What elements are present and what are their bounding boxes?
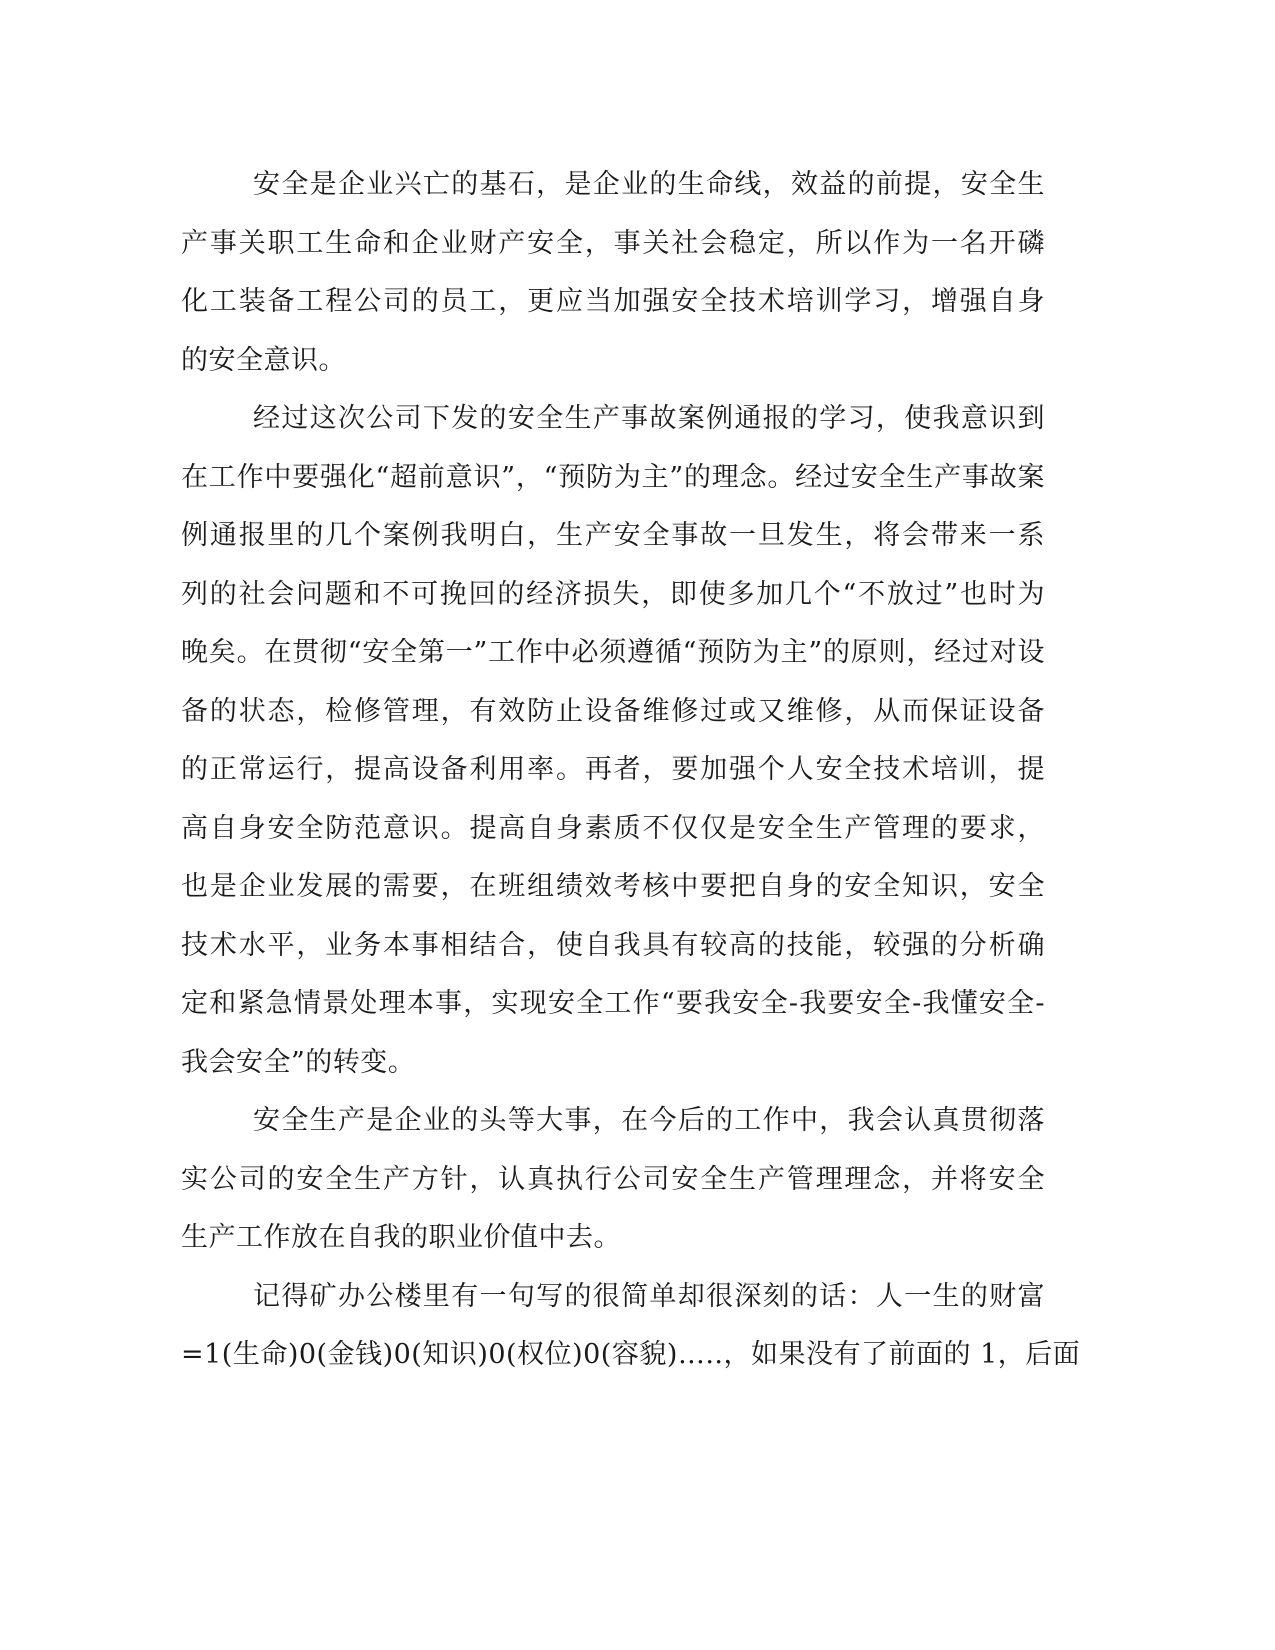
text-line: 实公司的安全生产方针，认真执行公司安全生产管理理念，并将安全 xyxy=(181,1163,1045,1195)
text-line: 定和紧急情景处理本事，实现安全工作“要我安全-我要安全-我懂安全- xyxy=(181,988,1045,1019)
text-line: 经过这次公司下发的安全生产事故案例通报的学习，使我意识到 xyxy=(253,403,1045,434)
text-line: 列的社会问题和不可挽回的经济损失，即使多加几个“不放过”也时为 xyxy=(181,578,1045,610)
text-line: 例通报里的几个案例我明白，生产安全事故一旦发生，将会带来一系 xyxy=(181,520,1045,551)
text-line: 晚矣。在贯彻“安全第一”工作中必须遵循“预防为主”的原则，经过对设 xyxy=(181,637,1045,668)
text-line: 生产工作放在自我的职业价值中去。 xyxy=(181,1222,621,1253)
text-line: 安全是企业兴亡的基石，是企业的生命线，效益的前提，安全生 xyxy=(253,169,1045,200)
text-line: 技术水平，业务本事相结合，使自我具有较高的技能，较强的分析确 xyxy=(181,929,1045,961)
text-line: 的安全意识。 xyxy=(181,344,346,376)
text-line: 化工装备工程公司的员工，更应当加强安全技术培训学习，增强自身 xyxy=(181,286,1045,317)
text-line: 安全生产是企业的头等大事，在今后的工作中，我会认真贯彻落 xyxy=(253,1105,1045,1136)
text-line: 也是企业发展的需要，在班组绩效考核中要把自身的安全知识，安全 xyxy=(181,871,1045,902)
body-text xyxy=(181,156,1081,1385)
text-line: 备的状态，检修管理，有效防止设备维修过或又维修，从而保证设备 xyxy=(181,695,1045,727)
text-line: 的正常运行，提高设备利用率。再者，要加强个人安全技术培训，提 xyxy=(181,754,1045,785)
text-line: 高自身安全防范意识。提高自身素质不仅仅是安全生产管理的要求， xyxy=(181,812,1045,844)
text-line: =1(生命)0(金钱)0(知识)0(权位)0(容貌)…..，如果没有了前面的 1，后面 xyxy=(181,1339,1081,1370)
text-line: 记得矿办公楼里有一句写的很简单却很深刻的话：人一生的财富 xyxy=(253,1280,1045,1312)
text-line: 产事关职工生命和企业财产安全，事关社会稳定，所以作为一名开磷 xyxy=(181,227,1045,259)
text-line: 我会安全”的转变。 xyxy=(181,1046,416,1078)
text-line: 在工作中要强化“超前意识”，“预防为主”的理念。经过安全生产事故案 xyxy=(181,461,1045,493)
